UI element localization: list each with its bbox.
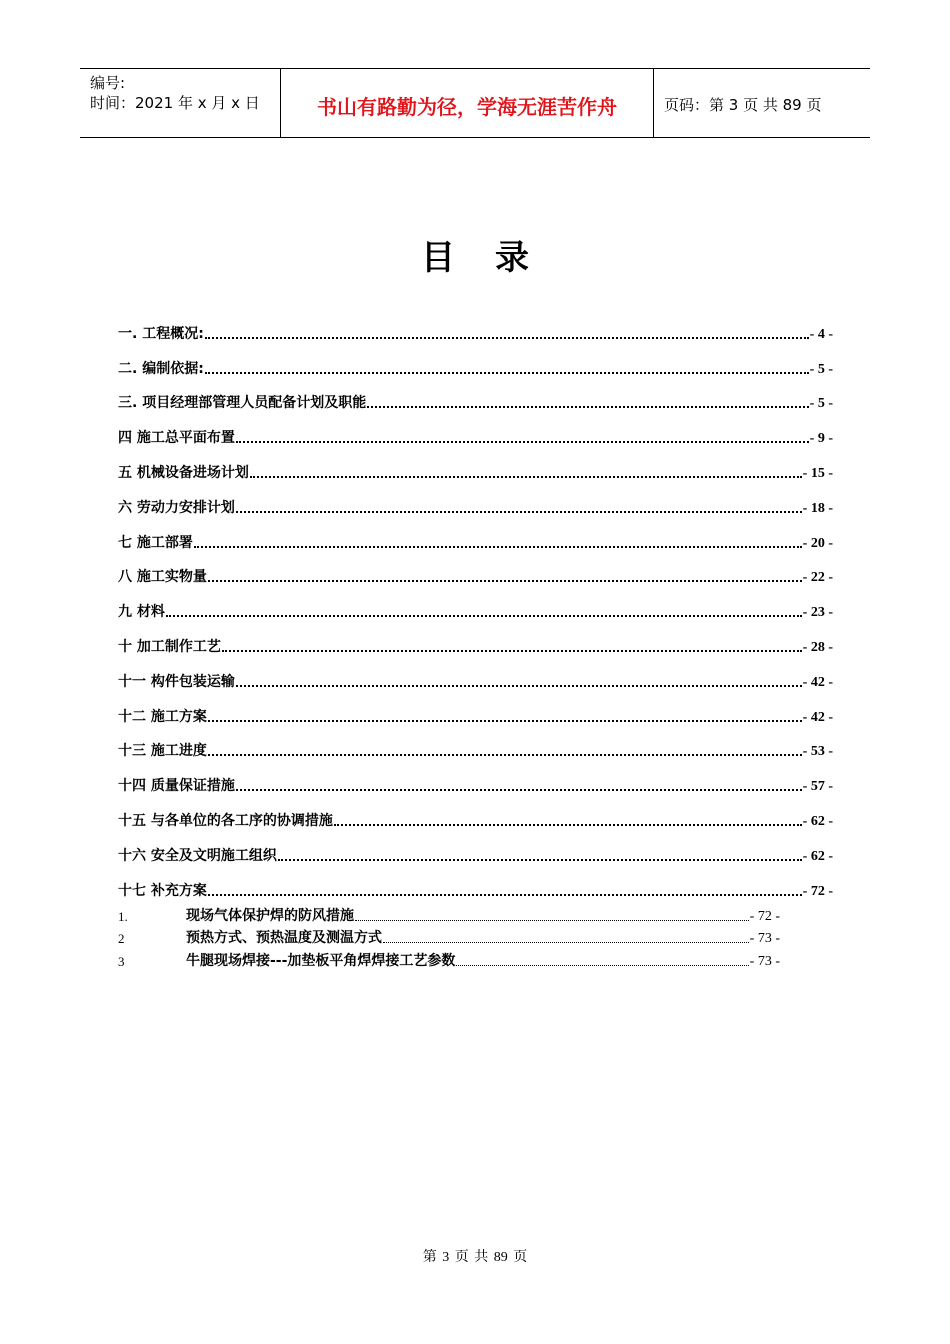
toc-leader	[208, 579, 802, 582]
page-footer: 第 3 页 共 89 页	[422, 1250, 528, 1265]
toc-leader	[367, 405, 808, 408]
toc-item[interactable]	[118, 656, 833, 691]
toc-label: 二. 编制依据:	[118, 360, 204, 377]
toc-item[interactable]	[118, 691, 833, 726]
toc-sub-items	[118, 902, 780, 970]
toc-page-number: - 42 -	[802, 674, 833, 690]
number-label: 编号:	[90, 74, 126, 92]
toc-label: 五 机械设备进场计划	[118, 464, 249, 481]
toc-sub-item[interactable]	[118, 947, 780, 970]
toc-page-number: - 4 -	[809, 326, 833, 342]
toc-page-number: - 20 -	[802, 535, 833, 551]
toc-item[interactable]	[118, 412, 833, 447]
toc-item[interactable]	[118, 795, 833, 830]
toc-label: 十七 补充方案	[118, 882, 207, 899]
toc-leader	[278, 858, 802, 861]
toc-label: 十一 构件包装运输	[118, 673, 235, 690]
toc-page-number: - 9 -	[809, 431, 833, 447]
toc-leader	[250, 475, 802, 478]
toc-page-number: - 23 -	[802, 605, 833, 621]
toc-leader	[166, 614, 802, 617]
toc-leader	[194, 545, 802, 548]
toc-page-number: - 15 -	[802, 465, 833, 481]
sub-item-page-number: - 73 -	[749, 931, 780, 946]
time-label: 时间：2021 年 x 月 x 日	[90, 94, 260, 112]
sub-item-label: 牛腿现场焊接---加垫板平角焊焊接工艺参数	[186, 952, 456, 969]
toc-label: 十六 安全及文明施工组织	[118, 847, 277, 864]
sub-item-number: 1.	[118, 908, 128, 924]
toc-leader	[208, 753, 802, 756]
toc-label: 十 加工制作工艺	[118, 638, 221, 655]
header-left-cell	[80, 69, 281, 137]
sub-item-leader	[383, 941, 749, 943]
toc-item[interactable]	[118, 865, 833, 900]
sub-item-leader	[355, 919, 749, 921]
toc-label: 一. 工程概况:	[118, 325, 204, 342]
sub-item-label: 预热方式、预热温度及测温方式	[186, 930, 382, 946]
toc-label: 十四 质量保证措施	[118, 778, 235, 795]
toc-item[interactable]	[118, 726, 833, 761]
sub-item-page-number: - 72 -	[749, 908, 780, 924]
toc-leader	[222, 649, 802, 652]
toc-item[interactable]	[118, 308, 833, 343]
toc-item[interactable]	[118, 552, 833, 587]
toc-leader	[236, 684, 802, 687]
toc-leader	[205, 336, 809, 339]
toc-page-number: - 42 -	[802, 709, 833, 725]
toc-item[interactable]	[118, 378, 833, 413]
toc-page-number: - 18 -	[802, 500, 833, 516]
page-title: 目录	[421, 238, 569, 278]
table-of-contents	[118, 308, 833, 900]
toc-label: 三. 项目经理部管理人员配备计划及职能	[118, 395, 367, 412]
toc-page-number: - 57 -	[802, 779, 833, 795]
header-page-info: 页码：第 3 页 共 89 页	[664, 95, 822, 114]
toc-label: 十三 施工进度	[118, 743, 207, 760]
toc-label: 四 施工总平面布置	[118, 430, 235, 447]
toc-leader	[208, 893, 802, 896]
sub-item-leader	[456, 964, 748, 966]
page-header	[80, 68, 870, 138]
toc-item[interactable]	[118, 621, 833, 656]
toc-item[interactable]	[118, 586, 833, 621]
toc-label: 六 劳动力安排计划	[118, 499, 235, 516]
toc-page-number: - 62 -	[802, 813, 833, 829]
toc-label: 八 施工实物量	[118, 569, 207, 586]
toc-page-number: - 28 -	[802, 639, 833, 655]
toc-item[interactable]	[118, 447, 833, 482]
toc-item[interactable]	[118, 343, 833, 378]
toc-item[interactable]	[118, 830, 833, 865]
toc-item[interactable]	[118, 482, 833, 517]
toc-label: 十二 施工方案	[118, 708, 207, 725]
toc-sub-item[interactable]	[118, 902, 780, 925]
sub-item-number: 3	[118, 953, 125, 969]
toc-sub-item[interactable]	[118, 925, 780, 948]
toc-page-number: - 53 -	[802, 744, 833, 760]
toc-page-number: - 22 -	[802, 570, 833, 586]
toc-label: 九 材料	[118, 604, 165, 621]
toc-leader	[334, 823, 802, 826]
toc-label: 十五 与各单位的各工序的协调措施	[118, 812, 333, 829]
toc-leader	[236, 788, 802, 791]
toc-page-number: - 5 -	[809, 361, 833, 377]
toc-leader	[236, 510, 802, 513]
toc-item[interactable]	[118, 760, 833, 795]
toc-page-number: - 5 -	[809, 396, 833, 412]
header-motto: 书山有路勤为径，学海无涯苦作舟	[281, 69, 654, 137]
toc-label: 七 施工部署	[118, 534, 193, 551]
toc-item[interactable]	[118, 517, 833, 552]
toc-leader	[205, 371, 809, 374]
sub-item-number: 2	[118, 931, 125, 946]
toc-leader	[208, 719, 802, 722]
toc-page-number: - 72 -	[802, 883, 833, 899]
toc-leader	[236, 440, 809, 443]
sub-item-label: 现场气体保护焊的防风措施	[186, 907, 354, 924]
sub-item-page-number: - 73 -	[749, 953, 780, 969]
toc-page-number: - 62 -	[802, 848, 833, 864]
